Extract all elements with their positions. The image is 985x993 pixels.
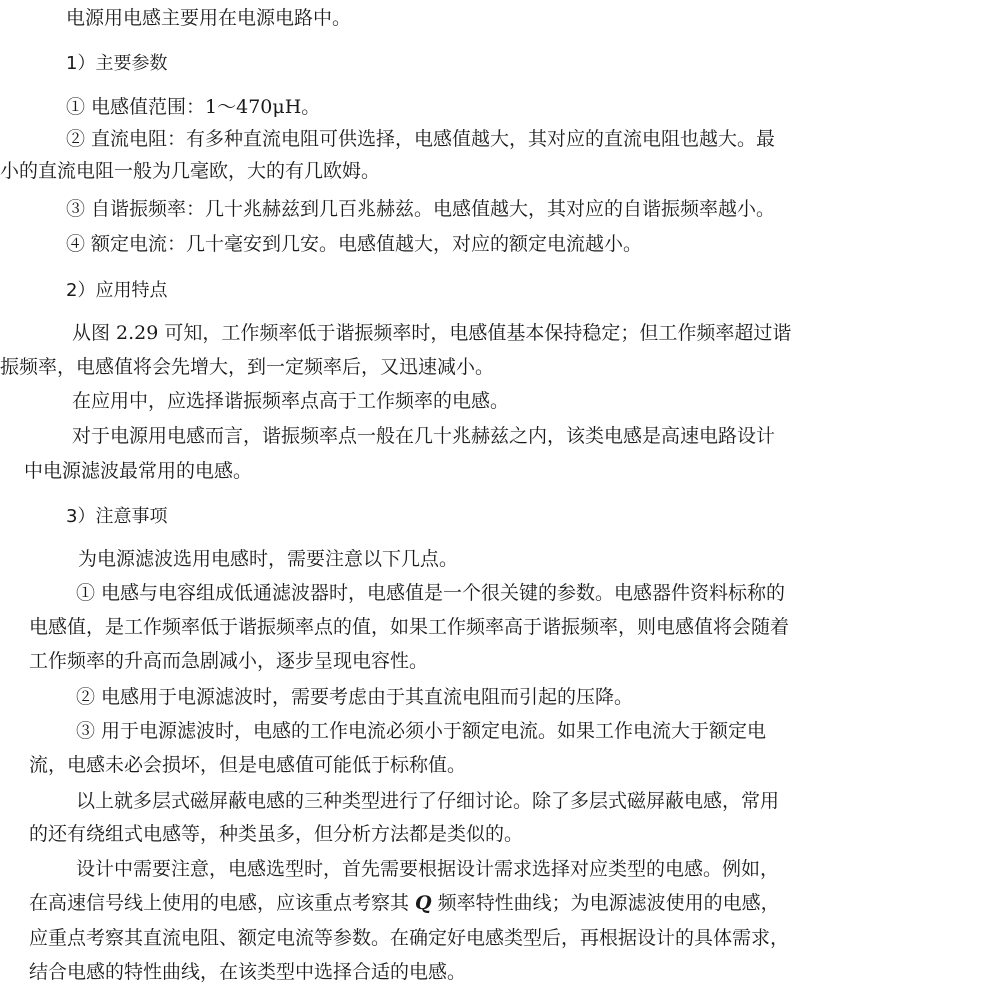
section-heading-application: 2）应用特点 [66, 280, 168, 301]
application-paragraph-1-cont: 振频率，电感值将会先增大，到一定频率后，又迅速减小。 [0, 356, 495, 378]
design-paragraph-cont-2: 应重点考察其直流电阻、额定电流等参数。在确定好电感类型后，再根据设计的具体需求， [29, 927, 790, 949]
notes-item-3: ③ 用于电源滤波时，电感的工作电流必须小于额定电流。如果工作电流大于额定电 [76, 720, 767, 742]
design-paragraph-cont-3: 结合电感的特性曲线，在该类型中选择合适的电感。 [29, 961, 467, 983]
notes-intro: 为电源滤波选用电感时，需要注意以下几点。 [78, 548, 459, 570]
summary-paragraph-cont: 的还有绕组式电感等，种类虽多，但分析方法都是类似的。 [29, 823, 524, 845]
summary-paragraph: 以上就多层式磁屏蔽电感的三种类型进行了仔细讨论。除了多层式磁屏蔽电感，常用 [76, 790, 780, 812]
param-item-dc-resistance-cont: 小的直流电阻一般为几毫欧，大的有几欧姆。 [0, 160, 381, 182]
param-item-inductance-range: ① 电感值范围：1～470μH。 [66, 96, 321, 118]
param-item-dc-resistance: ② 直流电阻：有多种直流电阻可供选择，电感值越大，其对应的直流电阻也越大。最 [66, 128, 776, 150]
notes-item-3-cont: 流，电感未必会损坏，但是电感值可能低于标称值。 [29, 754, 467, 776]
notes-item-1-cont: 电感值，是工作频率低于谐振频率点的值，如果工作频率高于谐振频率，则电感值将会随着 [29, 616, 790, 638]
notes-item-1-cont-2: 工作频率的升高而急剧减小，逐步呈现电容性。 [29, 650, 429, 672]
design-text-after-q: 频率特性曲线；为电源滤波使用的电感， [431, 892, 780, 914]
section-heading-notes: 3）注意事项 [66, 506, 168, 527]
application-paragraph-3-cont: 中电源滤波最常用的电感。 [24, 460, 253, 482]
param-item-rated-current: ④ 额定电流：几十毫安到几安。电感值越大，对应的额定电流越小。 [66, 233, 643, 255]
application-paragraph-1: 从图 2.29 可知，工作频率低于谐振频率时，电感值基本保持稳定；但工作频率超过谐 [72, 322, 792, 344]
notes-item-2: ② 电感用于电源滤波时，需要考虑由于其直流电阻而引起的压降。 [76, 686, 634, 708]
param-item-self-resonance: ③ 自谐振频率：几十兆赫兹到几百兆赫兹。电感值越大，其对应的自谐振频率越小。 [66, 198, 776, 220]
section-heading-parameters: 1）主要参数 [66, 53, 168, 74]
intro-paragraph: 电源用电感主要用在电源电路中。 [66, 7, 352, 29]
design-text-before-q: 在高速信号线上使用的电感，应该重点考察其 [29, 892, 416, 914]
q-symbol: Q [415, 892, 432, 914]
design-paragraph: 设计中需要注意，电感选型时，首先需要根据设计需求选择对应类型的电感。例如， [76, 858, 780, 880]
design-paragraph-cont [29, 890, 780, 917]
application-paragraph-2: 在应用中，应选择谐振频率点高于工作频率的电感。 [72, 390, 510, 412]
application-paragraph-3: 对于电源用电感而言，谐振频率点一般在几十兆赫兹之内，该类电感是高速电路设计 [72, 425, 776, 447]
notes-item-1: ① 电感与电容组成低通滤波器时，电感值是一个很关键的参数。电感器件资料标称的 [76, 582, 786, 604]
